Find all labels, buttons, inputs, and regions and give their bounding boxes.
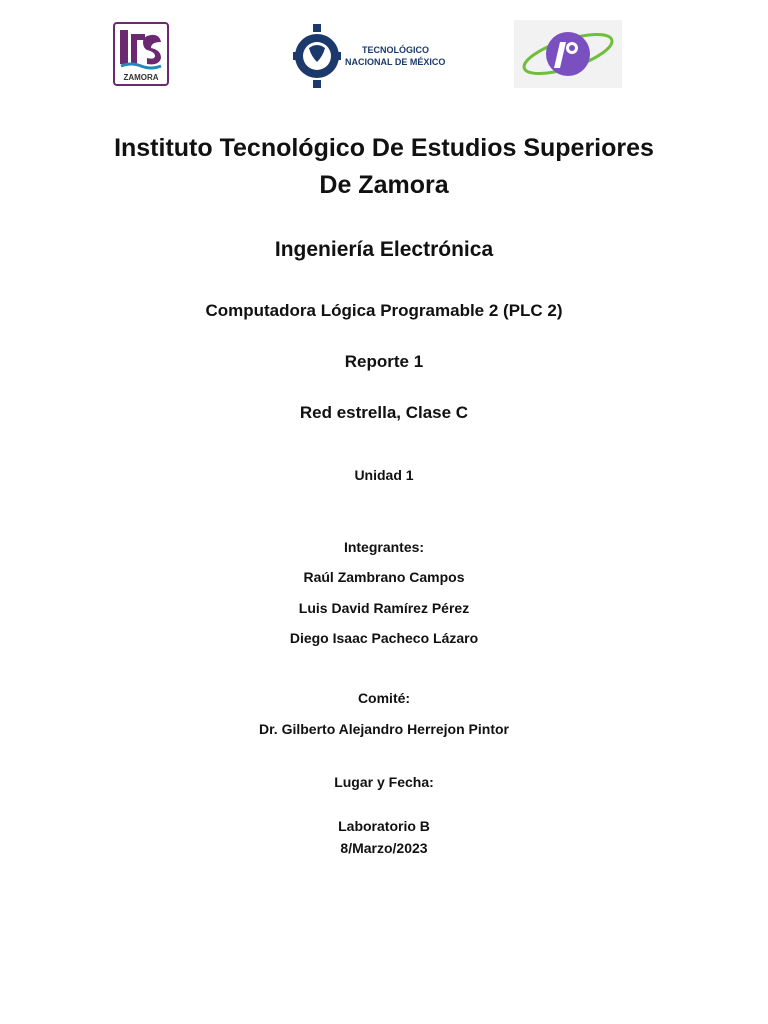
career-title: Ingeniería Electrónica	[274, 238, 494, 261]
committee-name: Dr. Gilberto Alejandro Herrejon Pintor	[259, 721, 509, 737]
unit-label: Unidad 1	[354, 467, 414, 483]
place-value: Laboratorio B	[338, 818, 430, 834]
place-date-heading: Lugar y Fecha:	[334, 774, 434, 790]
itesz-logo	[113, 22, 169, 86]
third-logo	[514, 20, 622, 88]
member-name: Luis David Ramírez Pérez	[298, 600, 470, 616]
tecnm-logo-line2: NACIONAL DE MÉXICO	[345, 57, 446, 67]
committee-heading: Comité:	[357, 690, 411, 706]
institution-title: Instituto Tecnológico De Estudios Superiores De Zamora	[114, 134, 654, 199]
member-name: Diego Isaac Pacheco Lázaro	[289, 630, 479, 646]
date-value: 8/Marzo/2023	[340, 840, 428, 856]
report-title: Reporte 1	[344, 352, 424, 371]
tecnm-logo-line1: TECNOLÓGICO	[362, 45, 429, 55]
topic-title: Red estrella, Clase C	[299, 403, 469, 422]
itesz-logo-text: ZAMORA	[123, 73, 159, 82]
member-name: Raúl Zambrano Campos	[303, 569, 465, 585]
members-heading: Integrantes:	[343, 539, 425, 555]
tecnm-logo	[293, 22, 453, 90]
subject-title: Computadora Lógica Programable 2 (PLC 2)	[205, 301, 563, 320]
